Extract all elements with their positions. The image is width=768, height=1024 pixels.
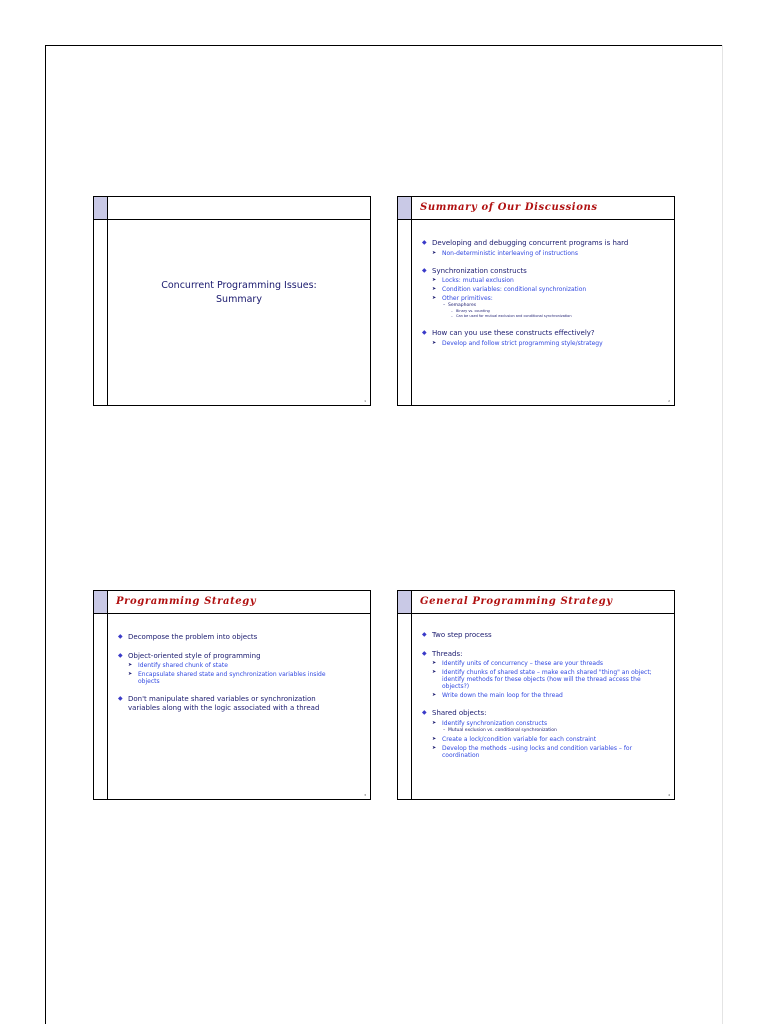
sub-bullet-text: Non-deterministic interleaving of instructions bbox=[442, 249, 578, 257]
sub-bullet bbox=[420, 295, 666, 302]
sub-bullet-text: Develop the methods –using locks and condition variables – for coordination bbox=[442, 744, 633, 759]
diamond-bullet-icon: ◆ bbox=[422, 631, 427, 638]
sub-bullet-text: Develop and follow strict programming style/strategy bbox=[442, 339, 603, 347]
bullet bbox=[420, 631, 666, 640]
arrow-bullet-icon: ➤ bbox=[432, 277, 437, 283]
bullet bbox=[116, 695, 330, 712]
slide-corner bbox=[94, 197, 108, 220]
slide-content bbox=[116, 633, 330, 712]
title-slide-text bbox=[108, 279, 370, 307]
bullet bbox=[116, 633, 330, 642]
arrow-bullet-icon: ➤ bbox=[128, 671, 133, 677]
bullet-text: Object-oriented style of programming bbox=[128, 651, 261, 660]
sub-bullet-text: Other primitives: bbox=[442, 295, 493, 302]
sub-bullet bbox=[420, 669, 666, 690]
arrow-bullet-icon: ➤ bbox=[432, 295, 437, 301]
sub-bullet bbox=[116, 671, 330, 685]
page-number: 1 bbox=[364, 399, 366, 403]
slide-divider bbox=[411, 219, 412, 405]
arrow-bullet-icon: ➤ bbox=[432, 719, 437, 726]
sub-bullet-text: Condition variables: conditional synchronization bbox=[442, 286, 587, 293]
bullet bbox=[420, 267, 666, 276]
title-line: Summary bbox=[216, 294, 262, 305]
slide-divider bbox=[107, 613, 370, 614]
arrow-bullet-icon: ➤ bbox=[432, 660, 437, 666]
slide-divider bbox=[411, 613, 412, 799]
diamond-bullet-icon: ◆ bbox=[422, 266, 427, 274]
bullet-text: Decompose the problem into objects bbox=[128, 633, 258, 641]
sub-bullet-text: Identify chunks of shared state – make each shared "thing" an object; identify methods for these objects (how will the thread access the objects?) bbox=[442, 669, 652, 690]
sub-bullet bbox=[420, 340, 666, 347]
page-number: 4 bbox=[668, 793, 670, 797]
dash-bullet-icon: – bbox=[451, 314, 453, 318]
arrow-bullet-icon: ➤ bbox=[432, 692, 437, 698]
slide-divider bbox=[107, 219, 108, 405]
dash-bullet-icon: – bbox=[443, 727, 446, 733]
diamond-bullet-icon: ◆ bbox=[118, 695, 123, 702]
slide-divider bbox=[107, 219, 370, 220]
bullet bbox=[420, 239, 666, 248]
arrow-bullet-icon: ➤ bbox=[432, 249, 437, 256]
bullet-text: Don't manipulate shared variables or synchronization variables along with the logic associated with a thread bbox=[128, 695, 320, 712]
diamond-bullet-icon: ◆ bbox=[422, 649, 427, 657]
diamond-bullet-icon: ◆ bbox=[422, 709, 427, 716]
bullet bbox=[116, 652, 330, 661]
sub-bullet-text: Create a lock/condition variable for each constraint bbox=[442, 735, 597, 743]
arrow-bullet-icon: ➤ bbox=[432, 744, 437, 751]
slide-4 bbox=[397, 590, 675, 800]
sub-bullet-text: Identify units of concurrency – these are your threads bbox=[442, 660, 604, 667]
diamond-bullet-icon: ◆ bbox=[422, 239, 427, 246]
sub-sub-bullet bbox=[420, 728, 666, 734]
sub-bullet-text: Encapsulate shared state and synchronization variables inside objects bbox=[138, 671, 326, 685]
sub-bullet-text: Identify synchronization constructs bbox=[442, 719, 548, 727]
page-frame bbox=[45, 45, 723, 1024]
slide-title: General Programming Strategy bbox=[420, 596, 613, 607]
sub-bullet bbox=[420, 720, 666, 727]
bullet-text: How can you use these constructs effectively? bbox=[432, 329, 595, 337]
dash-bullet-icon: – bbox=[451, 309, 453, 313]
page-right-edge bbox=[722, 45, 723, 1024]
arrow-bullet-icon: ➤ bbox=[128, 662, 133, 668]
sub-bullet bbox=[420, 692, 666, 699]
slide-corner bbox=[398, 197, 412, 220]
slide-title: Programming Strategy bbox=[116, 596, 257, 607]
dash-bullet-icon: – bbox=[443, 303, 446, 308]
bullet bbox=[420, 709, 666, 718]
sub-bullet bbox=[420, 250, 666, 257]
sub-bullet bbox=[116, 662, 330, 669]
slide-content bbox=[420, 631, 666, 759]
bullet-text: Developing and debugging concurrent programs is hard bbox=[432, 239, 629, 247]
arrow-bullet-icon: ➤ bbox=[432, 339, 437, 346]
bullet bbox=[420, 650, 666, 659]
slide-corner bbox=[398, 591, 412, 614]
sub-bullet-text: Locks: mutual exclusion bbox=[442, 277, 514, 284]
slide-title: Summary of Our Discussions bbox=[420, 202, 598, 213]
sub-bullet bbox=[420, 277, 666, 284]
slide-content bbox=[420, 239, 666, 347]
level4-bullet-text: Can be used for mutual exclusion and conditional synchronization bbox=[456, 314, 572, 318]
slide-3 bbox=[93, 590, 371, 800]
sub-bullet bbox=[420, 745, 666, 759]
bullet-text: Shared objects: bbox=[432, 709, 487, 717]
diamond-bullet-icon: ◆ bbox=[422, 329, 427, 336]
slide-divider bbox=[107, 613, 108, 799]
arrow-bullet-icon: ➤ bbox=[432, 735, 437, 742]
sub-bullet bbox=[420, 660, 666, 667]
sub-bullet bbox=[420, 286, 666, 293]
sub-sub-bullet-text: Mutual exclusion vs. conditional synchronization bbox=[448, 727, 557, 733]
page-number: 2 bbox=[668, 399, 670, 403]
page-number: 3 bbox=[364, 793, 366, 797]
sub-bullet bbox=[420, 736, 666, 743]
arrow-bullet-icon: ➤ bbox=[432, 286, 437, 292]
bullet bbox=[420, 329, 666, 338]
bullet-text: Threads: bbox=[432, 649, 463, 658]
slide-divider bbox=[411, 219, 674, 220]
diamond-bullet-icon: ◆ bbox=[118, 633, 123, 640]
sub-sub-bullet-text: Semaphores bbox=[448, 303, 477, 308]
slide-divider bbox=[411, 613, 674, 614]
slide-1 bbox=[93, 196, 371, 406]
bullet-text: Two step process bbox=[432, 631, 492, 639]
bullet-text: Synchronization constructs bbox=[432, 266, 527, 275]
slide-corner bbox=[94, 591, 108, 614]
sub-bullet-text: Write down the main loop for the thread bbox=[442, 692, 563, 699]
level4-bullet-text: Binary vs. counting bbox=[456, 309, 490, 313]
title-line: Concurrent Programming Issues: bbox=[161, 280, 317, 291]
level4-bullet bbox=[420, 314, 666, 319]
sub-bullet-text: Identify shared chunk of state bbox=[138, 662, 228, 669]
diamond-bullet-icon: ◆ bbox=[118, 651, 123, 659]
slide-2 bbox=[397, 196, 675, 406]
arrow-bullet-icon: ➤ bbox=[432, 669, 437, 675]
